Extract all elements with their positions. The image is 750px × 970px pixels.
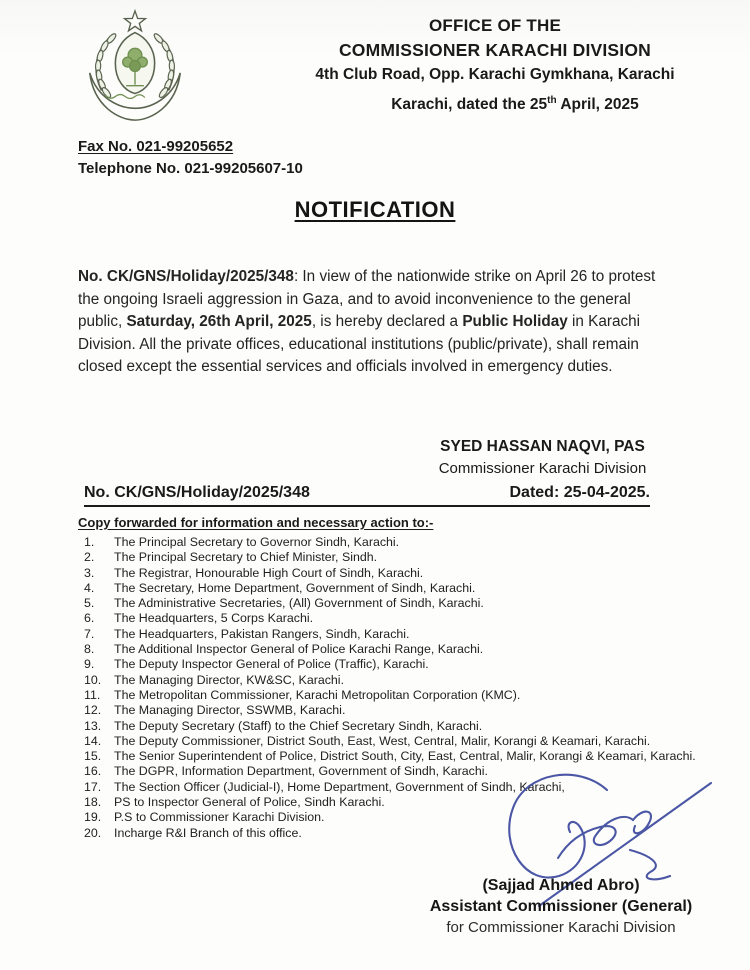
bottom-signatory-name: (Sajjad Ahmed Abro) — [482, 877, 640, 894]
list-item: 2. The Principal Secretary to Chief Minister, Sindh. — [84, 550, 378, 565]
sindh-government-emblem-logo — [76, 8, 194, 126]
list-item: 12. The Managing Director, SSWMB, Karachi. — [84, 703, 346, 718]
copy-forwarded-heading: Copy forwarded for information and necessary action to:- — [78, 515, 434, 530]
list-item: 3. The Registrar, Honourable High Court of Sindh, Karachi. — [84, 565, 424, 580]
telephone-number: Telephone No. 021-99205607-10 — [78, 160, 303, 177]
notification-title-wrap — [0, 197, 750, 223]
reference-number-bold: No. CK/GNS/Holiday/2025/348 — [78, 268, 294, 286]
notification-body-paragraph — [78, 266, 679, 379]
body-text-2: , is hereby declared a — [311, 313, 463, 331]
reference-dated-line — [84, 484, 650, 507]
list-item: 9. The Deputy Inspector General of Police (Traffic), Karachi. — [84, 657, 429, 672]
list-item: 15. The Senior Superintendent of Police, District South, City, East, Central, Malir, Korangi & Keamari, Karachi. — [84, 749, 696, 764]
fax-number: Fax No. 021-99205652 — [78, 138, 234, 155]
list-item: 6. The Headquarters, 5 Corps Karachi. — [84, 611, 314, 626]
list-item: 18. PS to Inspector General of Police, Sindh Karachi. — [84, 795, 385, 810]
list-item: 5. The Administrative Secretaries, (All) Government of Sindh, Karachi. — [84, 596, 484, 611]
list-item: 11. The Metropolitan Commissioner, Karachi Metropolitan Corporation (KMC). — [84, 687, 521, 702]
list-item: 19. P.S to Commissioner Karachi Division. — [84, 810, 325, 825]
contact-block — [78, 138, 303, 177]
holiday-date-bold: Saturday, 26th April, 2025 — [126, 313, 312, 331]
list-item: 14. The Deputy Commissioner, District South, East, West, Central, Malir, Korangi & Keamari, Karachi. — [84, 733, 651, 748]
star-icon — [125, 11, 146, 31]
signatory-block — [415, 438, 670, 477]
signatory-designation: Commissioner Karachi Division — [438, 460, 647, 477]
date-line — [330, 95, 700, 114]
list-item: 4. The Secretary, Home Department, Government of Sindh, Karachi. — [84, 580, 476, 595]
list-item: 1. The Principal Secretary to Governor Sindh, Karachi. — [84, 535, 400, 549]
list-item: 16. The DGPR, Information Department, Government of Sindh, Karachi. — [84, 764, 488, 779]
office-line-1: OFFICE OF THE — [429, 16, 561, 35]
list-item: 13. The Deputy Secretary (Staff) to the Chief Secretary Sindh, Karachi. — [84, 718, 483, 733]
list-item: 20. Incharge R&I Branch of this office. — [84, 825, 302, 840]
list-item: 7. The Headquarters, Pakistan Rangers, Sindh, Karachi. — [84, 626, 410, 641]
body-text-1: : In view of the nationwide strike on April 26 to protest the ongoing Israeli aggression in Gaza, and to avoid inconvenience to the general public, — [78, 268, 656, 331]
public-holiday-bold: Public Holiday — [462, 313, 568, 331]
office-line-2: COMMISSIONER KARACHI DIVISION — [338, 40, 652, 60]
list-item: 10. The Managing Director, KW&SC, Karachi. — [84, 672, 345, 687]
date-ordinal-superscript: th — [547, 95, 557, 106]
date-suffix: April, 2025 — [556, 96, 639, 114]
date-prefix: Karachi, dated the 25 — [391, 96, 548, 114]
dated-value: Dated: 25-04-2025. — [509, 484, 650, 501]
letterhead — [250, 16, 740, 84]
list-item: 17. The Section Officer (Judicial-I), Home Department, Government of Sindh, Karachi, — [84, 779, 565, 794]
list-item: 8. The Additional Inspector General of Police Karachi Range, Karachi. — [84, 642, 484, 657]
reference-number: No. CK/GNS/Holiday/2025/348 — [84, 484, 310, 501]
bottom-signatory-block — [400, 877, 722, 936]
signatory-name: SYED HASSAN NAQVI, PAS — [440, 438, 645, 455]
notification-title: NOTIFICATION — [294, 197, 456, 222]
bottom-signatory-for-line: for Commissioner Karachi Division — [446, 919, 676, 936]
bottom-signatory-designation: Assistant Commissioner (General) — [429, 898, 693, 915]
office-address: 4th Club Road, Opp. Karachi Gymkhana, Karachi — [315, 66, 675, 83]
distribution-list — [84, 535, 704, 841]
body-text-3: in Karachi Division. All the private offices, educational institutions (public/private), shall remain closed except the essential services and officials involved in emergency duties. — [78, 313, 641, 376]
